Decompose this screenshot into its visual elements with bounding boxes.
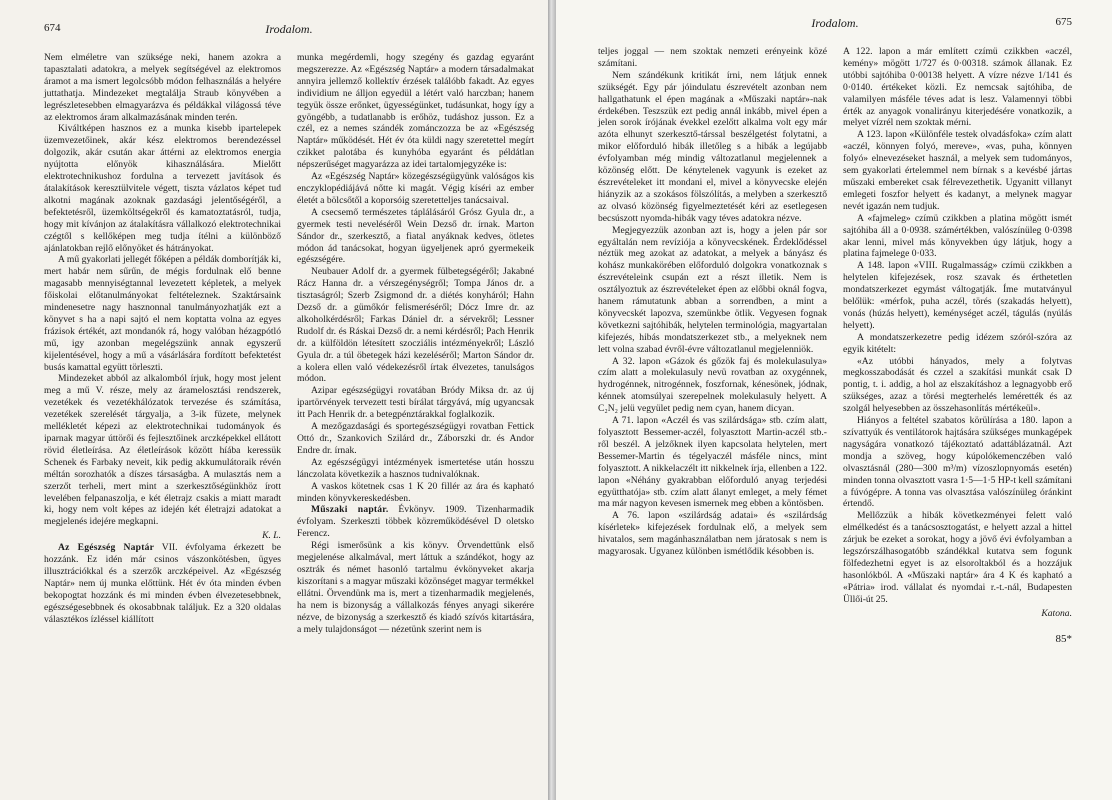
entry-text: VII. évfolyama érkezett be hozzánk. Ez idén már csinos vászonkötésben, ügyes illusztrációkkal és a szerzők arczképeivel. Az «Egészség Naptár» nem új munka előttünk. Hét év óta minden évben bekopogtat hozzánk és mi minden évben élvezetesebbnek, egészségesebbnek és okosabbnak találjuk. Ez a 320 oldalas választékos ízléssel kiállított <box>44 542 281 625</box>
paragraph: Régi ismerősünk a kis könyv. Örvendettünk első megjelenése alkalmával, mert láttuk a szándékot, hogy az osztrák és német hasonló tartalmu évkönyveket akarja kiszorítani s a magyar műszaki közönséget magyar termékkel ellátni. Örvendünk ma is, mert a tizenharmadik megjelenés, ha nem is bizonyság a vállalkozás fényes anyagi sikerére nézve, de bizonyság a szerkesztő és kiadó szívós kitartására, a mely tulajdonságot — nézetünk szerint nem is <box>297 540 534 635</box>
review-entry <box>297 504 534 540</box>
paragraph: A csecsemő természetes táplálásáról Grósz Gyula dr., a gyermek testi neveléséről Wein Dezső dr. írnak. Marton Sándor dr., szerkesztő, a fiatal anyáknak kedves, ötletes módon ád tanácsokat, hogyan ügyeljenek apró gyermekeik egészségére. <box>297 206 534 266</box>
running-head <box>598 16 1072 36</box>
text-columns <box>598 46 1072 645</box>
paragraph: A 76. lapon «szilárdság adatai» és «szilárdság kísérletek» kifejezések fordulnak elő, a melyek sem hivatalos, sem magánhasználatban nem járatosak s nem is magyarosak. Ugyanez különben ismétlődik késobben is. <box>598 510 827 558</box>
paragraph: A 148. lapon «VIII. Rugalmasság» czímü czikkben a helytelen kifejezések, rosz szavak és érthetetlen mondatszerkezet egymást váltogatják. Íme mutatványul belőlük: «mérfok, puha aczél, törés (szakadás helyett), vonás (húzás helyett), keménységet aczél, tágulás (nyúlás helyett). <box>843 260 1072 331</box>
paragraph: Hiányos a feltétel szabatos körülírása a 180. lapon a szívattyúk és ventilátorok hajtására szükséges munkagépek nagyságára vonatkozó tájékoztató adattáblázatnál. Azt mondja a szöveg, hogy kúpolókemenczében való olvasztásnál (280—300 m³/m) vízoszlopnyomás esetén) minden tonna olvasztott vasra 1·5—1·5 HP-t kell számítani a fúvógépre. A tonna vas olvasztása valószínüleg óránkint értendő. <box>843 415 1072 510</box>
page-number: 674 <box>44 22 61 34</box>
paragraph: A 32. lapon «Gázok és gőzök faj és molekulasulya» czím alatt a molekulasuly nevü rovatban az oxygénnek, hydrogénnek, nitrogénnek, foszfornak, kénesönek, jódnak, kénnek atomsúlyai szerepelnek molekulasuly helyett. A C₂N₂ jelü vegyület pedig nem cyan, hanem dicyan. <box>598 355 827 415</box>
paragraph: Neubauer Adolf dr. a gyermek fülbetegségéről; Jakabné Rácz Hanna dr. a vérszegénységről; Tompa János dr. a tisztaságról; Szerb Zsigmond dr. a diétés konyháról; Hahn Dezső dr. a gümőkór felismeréséről; Dócz Imre dr. az alkoholkérdésről; Farkas Dániel dr. a sérvekről; Lessner Rudolf dr. és Ráskai Dezső dr. a nemi kérdésről; Pach Henrik dr. a külföldön létesített szocziális intézményekről; László Gyula dr. a túl öbetegek házi kezeléséről; Marton Sándor dr. a kolera ellen való védekezésről írtak élvezetes, tanulságos módon. <box>297 266 534 385</box>
paragraph: teljes joggal — nem szoktak nemzeti erényeink közé számítani. <box>598 46 827 69</box>
paragraph: A 71. lapon «Aczél és vas szilárdsága» stb. czím alatt, folyasztott Bessemer-aczél, folyasztott Martin-aczél stb.-ről beszél. A jelzőknek ilyen kapcsolata helytelen, mert Bessemer-Martin és tégelyaczél másféle nincs, mint folyasztott. A nikkelaczélt itt nikkelnek írja, ellenben a 122. lapon «Néhány gyakrabban előforduló anyag terjedési együtthatója» stb. czím alatt álanyt emleget, a mely fémet ma már nagyon kevesen ismernek meg ebben a köntösben. <box>598 415 827 510</box>
paragraph: A 123. lapon «Különféle testek olvadásfoka» czím alatt «aczél, könnyen folyó, mereve», «vas, puha, könnyen folyó» elnevezéseket használ, a melyek sem tudományos, sem gyakorlati értelemmel nem bírnak s a kevésbé jártas műszaki embereket csak félrevezethetik. Ugyanitt villanyt emlegeti foszfor helyett és kadanyt, a melynek magyar nevét igazán nem tudjuk. <box>843 129 1072 212</box>
text-column-2 <box>843 46 1072 645</box>
sheet-signature: 85* <box>1055 632 1072 645</box>
text-column-1 <box>598 46 827 645</box>
paragraph: A mondatszerkezetre pedig idézem szóról-szóra az egyik kitételt: <box>843 331 1072 355</box>
entry-title: Műszaki naptár. <box>311 504 389 516</box>
entry-text: Évkönyv. 1909. Tizenharmadik évfolyam. Szerkeszti többek közreműködésével D oletsko Ferencz. <box>297 504 534 540</box>
paragraph: A «fajmeleg» czímü czikkben a platina mögött ismét sajtóhiba áll a 0·0938. számértékben, valószínüleg 0·0398 akar lenni, mivel más könyvekben úgy látjuk, hogy a platina fajmelege 0·033. <box>843 212 1072 260</box>
paragraph: Az egészségügyi intézmények ismertetése után hosszu lánczolata következik a hasznos tudnivalóknak. <box>297 456 534 480</box>
page-number: 675 <box>1055 16 1072 28</box>
paragraph: Megjegyezzük azonban azt is, hogy a jelen pár sor egyáltalán nem revíziója a könyvecskének. Érdeklődéssel néztük meg azokat az adatokat, a melyek a bányász és kohász munkakörében előforduló dolgokra vonatkoznak s észrevételeink csupán ezt a részt illetik. Nem is osztályoztuk az észrevételeket épen az előbbi oknál fogva, hanem rámutatunk abban a sorrendben, a mint a könyvecskét lapozva, szemünkbe ötlik. Vegyesen fognak következni sajtóhibák, helytelen terminológia, magyartalan kifejezés, hibás mondatszerkezet stb., a melyeknek nem lett volna szabad évről-évre változatlanul megjelenniök. <box>598 224 827 355</box>
paragraph: munka megérdemli, hogy szegény és gazdag egyaránt megszerezze. Az «Egészség Naptár» a modern társadalmakat annyira jellemző kollektív érzések találóbb fakadt. Az egyes individium ne álljon egyedül a létért való harczban; hanem tegyük össze erőnket, ügyességünket, tudásunkat, hogy így a gyöngébb, a tudatlanabb is erőhöz, tudáshoz jusson. Ez a czél, ez a nemes szándék zománczozza be az «Egészség Naptár» működését. Hét év óta küldi nagy szeretettel megírt czikket palotába és kunyhóba egyaránt és példátlan népszerűséget magyarázza az idei tartalomjegyzéke is: <box>297 52 534 171</box>
text-column-1 <box>44 52 281 635</box>
paragraph: Mindezeket abból az alkalomból írjuk, hogy most jelent meg a mű V. része, mely az áramelosztási rendszerek, vezetékek és vezetékhálózatok tervezése és számítása, vezetékek szerelését tárgyalja, a 3-ik füzete, melynek mellékletét képezi az elektrotechnikai tudományok és iparnak magyar úttörői és fejlesztőinek arczképekkel ellátott rövid életleírása. Az életleírások között híába keressük Schenek és Farbaky neveit, kik pedig akkumulátoraik révén méltán sorozhatók a díszes társaságba. A mulasztás nem a szerzőt terheli, mert mint a szerkesztőségünkhöz írott levelében felpanaszolja, e két életrajz csakis a miatt maradt ki, hogy nem volt képes az idején két életrajzi adatokat a megjelenés idejére megkapni. <box>44 373 281 528</box>
right-page <box>556 0 1112 800</box>
paragraph: Nem elméletre van szüksége neki, hanem azokra a tapasztalati adatokra, a melyek segítségével az elektromos áramot a ma ismert legolcsóbb módon felhasználás a helyére juttathatja. Mindezeket megtalálja Straub könyvében a legrészletesebben elmagyarázva és példákkal világossá téve az elektromos áram alkalmazásának minden terén. <box>44 52 281 123</box>
paragraph: «Az utóbbi hányados, mely a folytvas megkosszabodását és czzel a szakítási munkát csak D pontig, t. i. addig, a hol az elszakításhoz a legnagyobb erő szükséges, azaz a törési megterhelés lemérették és az szolgál helyesebben az összehasonlítás mértékeül». <box>843 355 1072 415</box>
paragraph: Az «Egészség Naptár» közegészségügyünk valóságos kis enczyklopédiájává nőtte ki magát. Végig kíséri az ember életét a bölcsőtől a koporsóig szeretetteljes tanácsaival. <box>297 171 534 206</box>
review-entry <box>44 542 281 625</box>
paragraph: Kiváltképen hasznos ez a munka kisebb ipartelepek üzemvezetőinek, akár kész elektromos berendezéssel dolgozik, akár csután akar áttérni az elektromos energia nyújtotta előnyök kihasználására. Mielőtt elektrotechnikushoz fordulna a tervezett javítások és átalakítások keresztülvitele végett, tiszta vázlatos képet tud alkotni magának azoknak gazdasági jelentőségéről, a befektetésről, üzemköltségekről és kamatoztatásról, tudja, hogy mit kívánjon az átalakításra vállalkozó elektrotechnikai czégtől s kellőképen meg tudja ítélni a különböző ajánlatokban rejlő előnyöket és hátrányokat. <box>44 123 281 254</box>
running-head-title: Irodalom. <box>265 22 313 36</box>
paragraph: A vaskos kötetnek csas 1 K 20 fillér az ára és kapható minden könyvkereskedésben. <box>297 480 534 504</box>
entry-title: Az Egészség Naptár <box>58 542 155 554</box>
paragraph: A mű gyakorlati jellegét főképen a példák domborítják ki, mert habár nem sűrűn, de mégis fordulnak elő benne magasabb mennyiségtannal levezetett képletek, a melyek főiskolai előtanulmányokat feltételeznek. Szaktársaink mindenesetre nagy hasznonnal tanulmányozhatják ezt a könyvet s ha a napi sajtó el nem koptatta volna az egyes frázisok értékét, azt mondanók rá, hogy valóban hézagpótló mű, igy azonban megelégszünk annak egyszerű kijelentésével, hogy a mű a vásárlására fordított befektetést busás kamattal együtt törleszti. <box>44 254 281 373</box>
paragraph: A mezőgazdasági és sportegészségügyi rovatban Fettick Ottó dr., Szankovich Szilárd dr., Záborszki dr. és Andor Endre dr. írnak. <box>297 421 534 456</box>
text-column-2 <box>297 52 534 635</box>
paragraph: Nem szándékunk kritikát írni, nem látjuk ennek szükségét. Egy pár jóindulatu észrevételt azonban nem hallgathatunk el épen magának a «Műszaki naptár»-nak érdekében. Teszszük ezt pedig annál inkább, mivel épen a jelen sorok írójának évekkel ezelőtt alkalma volt egy már azóta elhunyt szerkesztő-társsal beszélgetést folytatni, a mikor előforduló hibák illetőleg s a hibák a legújabb évfolyamban még mindig változatlanul megjelennek a közönség előtt. De kénytelenek vagyunk is ezeket az észrevételeket itt mondani el, mivel a könyvecske elején hiányzik az a szokásos fölszólítás, a melyben a szerkesztő az olvasó közönség figyelmeztetését kéri az esetlegesen becsúszott nyomda-hibák vagy téves adatokra nézve. <box>598 69 827 224</box>
paragraph: Mellőzzük a hibák következményei felett való elmélkedést és a tanácsosztogatást, e helyett azzal a hittel zárjuk be ezeket a sorokat, hogy a jövő évi évfolyamban a legszórszálhasogatóbb szándékkal kutatva sem fogunk fölfedezhetni egyet is az elsoroltakból és a hozzájuk hasonlókból. A «Műszaki naptár» ára 4 K és kapható a «Pátria» irod. vállalat és nyomdai r.-t.-nál, Budapesten Üllői-út 25. <box>843 510 1072 605</box>
book-gutter <box>548 0 556 800</box>
running-head-title: Irodalom. <box>811 16 859 30</box>
text-columns <box>44 52 534 635</box>
paragraph: A 122. lapon a már említett czímü czikkben «aczél, kemény» mögött 1/727 és 0·00318. számok állanak. Ez utóbbi sajtóhiba 0·00138 helyett. A vízre nézve 1/141 és 0·0140. értékeket közli. Ez nemcsak sajtóhiba, de valamilyen másféle téves adat is lesz. Valamennyi többi érték az anyagok vonalirányu kiterjedésére vonatkozik, a melyet vízrél nem szoktak mérni. <box>843 46 1072 129</box>
running-head <box>44 22 534 42</box>
author-signature: Katona. <box>1041 607 1072 619</box>
left-page <box>0 0 548 800</box>
author-signature: K. L. <box>262 530 281 542</box>
paragraph: Azipar egészségügyi rovatában Bródy Miksa dr. az új ipartörvények tervezett testi bírálat tárgyává, míg ugyancsak itt Pach Henrik dr. a betegpénztárakkal foglalkozik. <box>297 385 534 421</box>
